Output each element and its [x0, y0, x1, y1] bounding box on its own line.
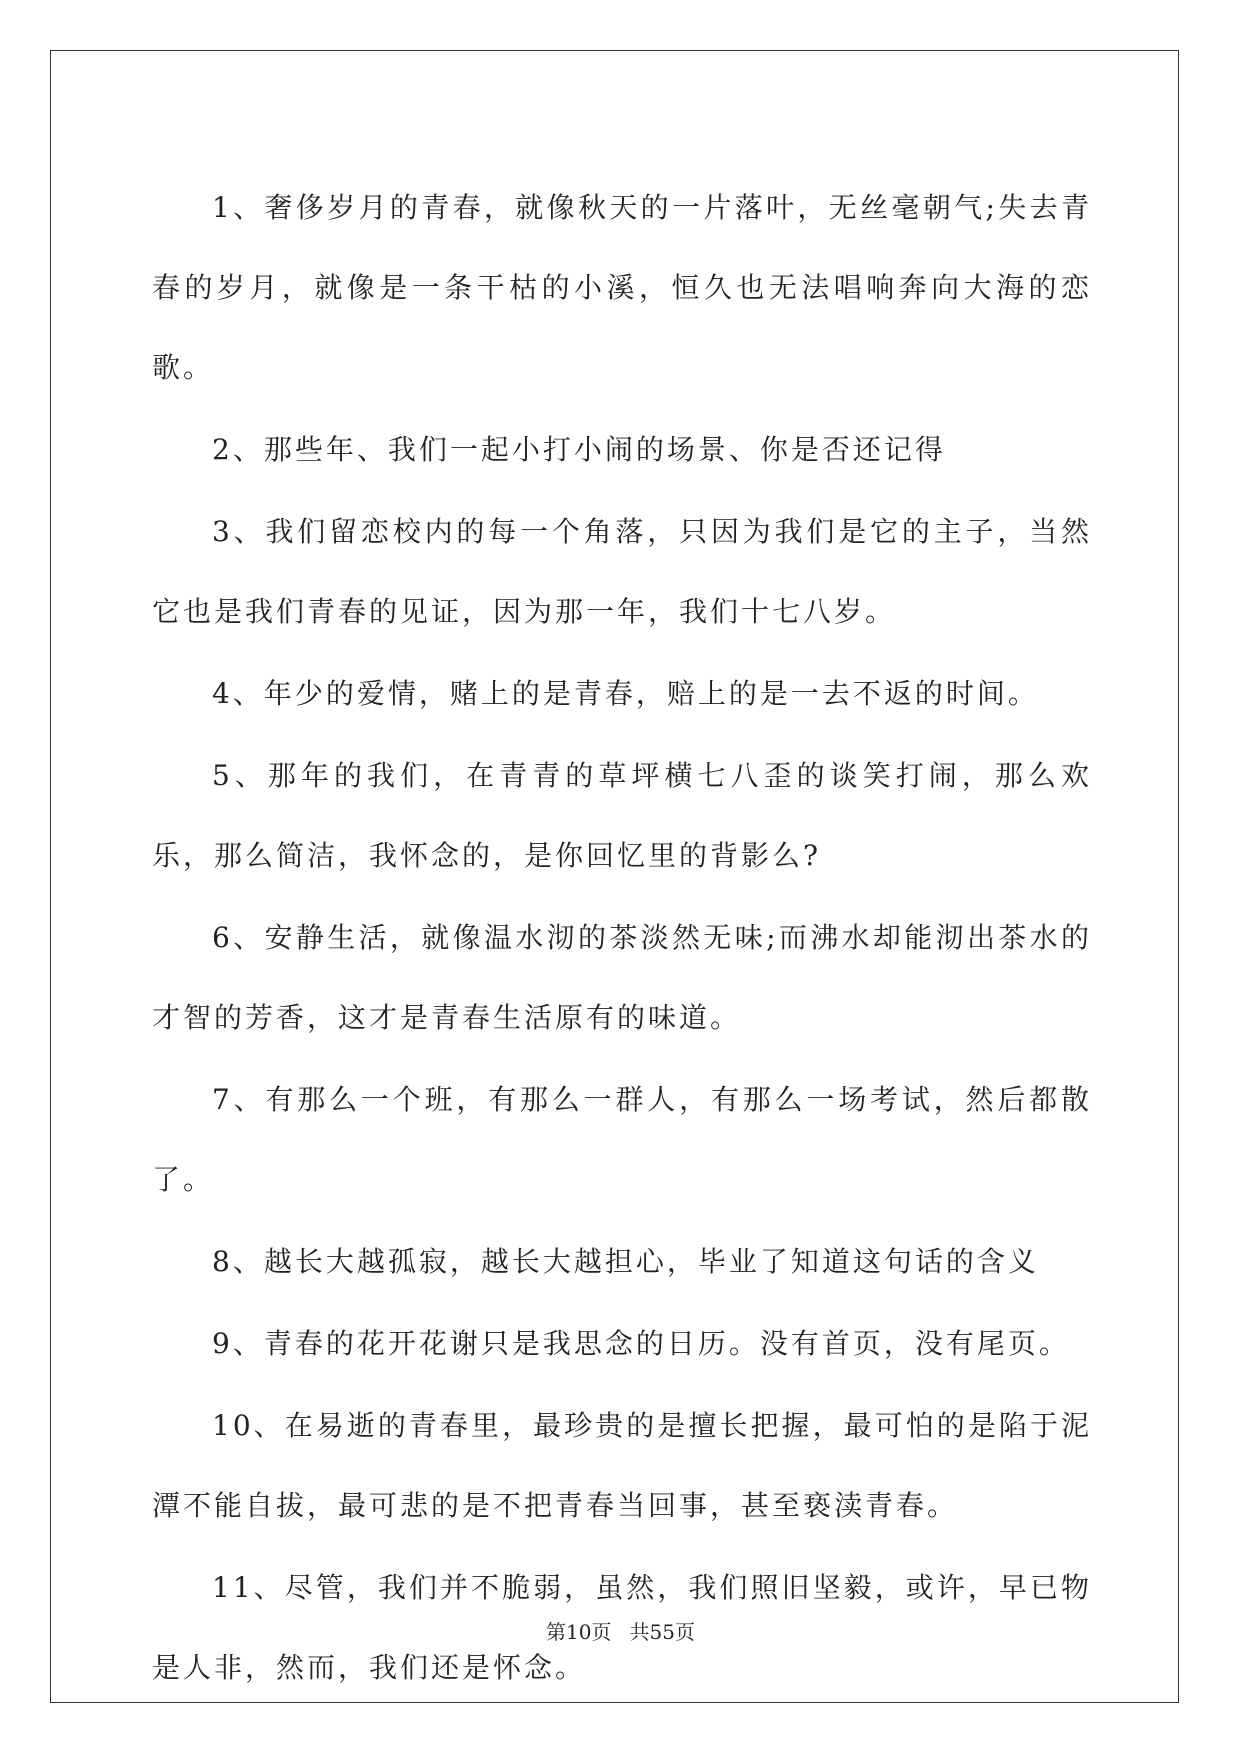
paragraph-7: 7、有那么一个班，有那么一群人，有那么一场考试，然后都散了。 — [152, 1083, 1092, 1196]
page-footer — [0, 1616, 1241, 1645]
page-total: 共55页 — [629, 1620, 695, 1644]
paragraph-9: 9、青春的花开花谢只是我思念的日历。没有首页，没有尾页。 — [212, 1327, 1070, 1360]
paragraph-4: 4、年少的爱情，赌上的是青春，赔上的是一去不返的时间。 — [212, 677, 1039, 710]
paragraph-3: 3、我们留恋校内的每一个角落，只因为我们是它的主子，当然它也是我们青春的见证，因为那一年，我们十七八岁。 — [152, 515, 1092, 628]
document-body — [152, 168, 1092, 1708]
paragraph-5: 5、那年的我们，在青青的草坪横七八歪的谈笑打闹，那么欢乐，那么简洁，我怀念的，是你回忆里的背影么? — [152, 759, 1092, 872]
paragraph-8: 8、越长大越孤寂，越长大越担心，毕业了知道这句话的含义 — [212, 1245, 1039, 1278]
paragraph-2: 2、那些年、我们一起小打小闹的场景、你是否还记得 — [212, 433, 946, 466]
paragraph-1: 1、奢侈岁月的青春，就像秋天的一片落叶，无丝毫朝气;失去青春的岁月，就像是一条干枯的小溪，恒久也无法唱响奔向大海的恋歌。 — [152, 191, 1092, 384]
paragraph-11: 11、尽管，我们并不脆弱，虽然，我们照旧坚毅，或许，早已物是人非，然而，我们还是怀念。 — [152, 1571, 1092, 1684]
paragraph-6: 6、安静生活，就像温水沏的茶淡然无味;而沸水却能沏出茶水的才智的芳香，这才是青春生活原有的味道。 — [152, 921, 1092, 1034]
page-number: 第10页 — [546, 1620, 612, 1644]
paragraph-10: 10、在易逝的青春里，最珍贵的是擅长把握，最可怕的是陷于泥潭不能自拔，最可悲的是不把青春当回事，甚至亵渎青春。 — [152, 1409, 1092, 1522]
